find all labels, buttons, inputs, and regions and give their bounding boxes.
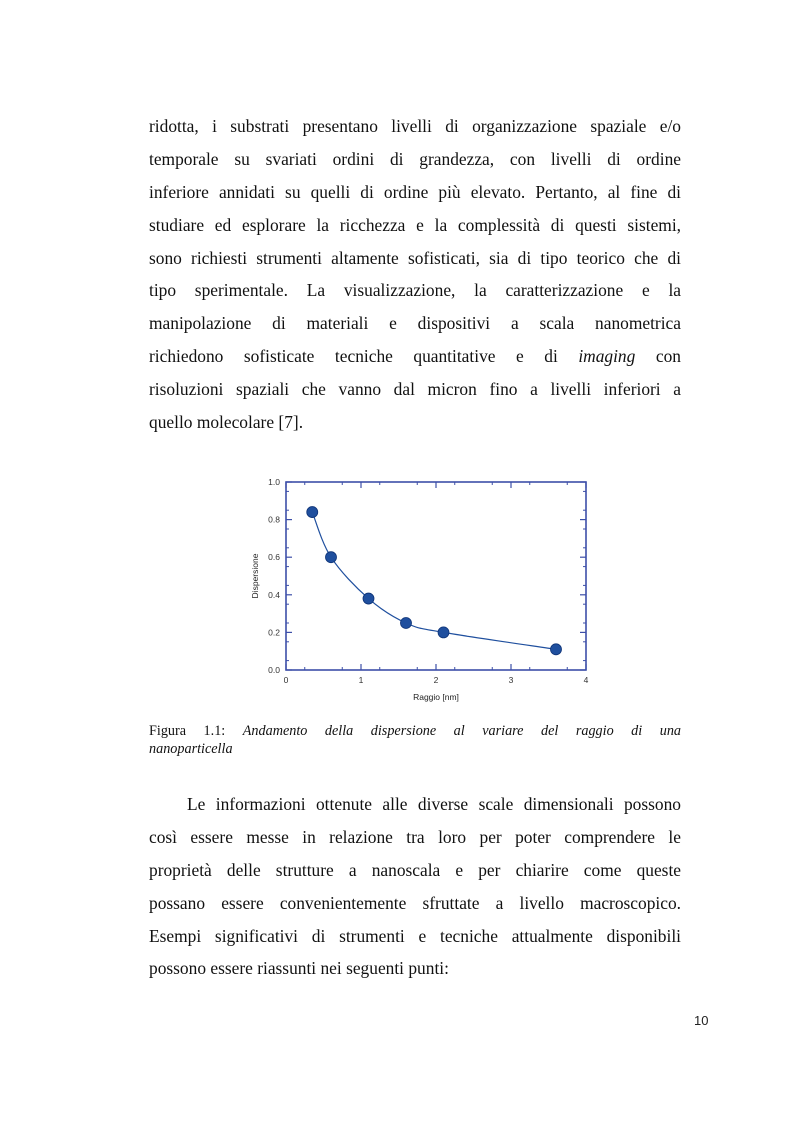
x-tick-label: 2: [433, 675, 439, 685]
data-point: [438, 627, 449, 638]
x-tick-label: 1: [358, 675, 364, 685]
text-line: sono richiesti strumenti altamente sofisticati, sia di tipo teorico che di: [149, 247, 681, 268]
text-line: Esempi significativi di strumenti e tecniche attualmente disponibili: [149, 925, 681, 946]
data-point: [326, 552, 337, 563]
y-tick-label: 1.0: [268, 477, 280, 487]
caption-text: nanoparticella: [149, 741, 233, 757]
text-line: possano essere convenientemente sfruttate a livello macroscopico.: [149, 892, 681, 913]
plot-frame: [286, 482, 586, 670]
y-axis-label: Dispersione: [250, 553, 260, 599]
data-point: [401, 618, 412, 629]
x-axis-label: Raggio [nm]: [413, 692, 459, 702]
x-tick-label: 0: [283, 675, 289, 685]
paragraph-2: [149, 788, 681, 985]
data-point: [363, 593, 374, 604]
text-line: così essere messe in relazione tra loro per poter comprendere le: [149, 826, 681, 847]
text-line: proprietà delle strutture a nanoscala e per chiarire come queste: [149, 859, 681, 880]
x-tick-label: 4: [583, 675, 589, 685]
fit-curve: [312, 512, 556, 649]
text-line: inferiore annidati su quelli di ordine più elevato. Pertanto, al fine di: [149, 181, 681, 202]
page-number: 10: [694, 1013, 709, 1028]
text-line: quello molecolare [7].: [149, 412, 304, 433]
text-segment: con: [655, 346, 681, 367]
text-line: temporale su svariati ordini di grandezza, con livelli di ordine: [149, 148, 681, 169]
y-tick-label: 0.4: [268, 589, 280, 600]
y-tick-label: 0.6: [268, 552, 280, 563]
data-point: [307, 507, 318, 518]
text-line: possono essere riassunti nei seguenti punti:: [149, 958, 449, 979]
text-line: ridotta, i substrati presentano livelli di organizzazione spaziale e/o: [149, 116, 681, 136]
text-segment: richiedono sofisticate tecniche quantitative e di: [149, 346, 558, 367]
caption-line: [149, 740, 681, 758]
figure-caption: [149, 722, 681, 758]
data-point: [551, 644, 562, 655]
caption-text: Andamento della dispersione al variare del raggio di una: [242, 723, 682, 739]
italic-term: imaging: [578, 346, 636, 367]
y-tick-label: 0.2: [268, 627, 280, 638]
caption-prefix: Figura 1.1:: [149, 723, 226, 739]
y-tick-label: 0.8: [268, 514, 280, 525]
text-line: studiare ed esplorare la ricchezza e la complessità di questi sistemi,: [149, 214, 681, 235]
text-line: manipolazione di materiali e dispositivi a scala nanometrica: [149, 313, 681, 334]
caption-line: [149, 722, 681, 740]
text-line: tipo sperimentale. La visualizzazione, la caratterizzazione e la: [149, 280, 681, 301]
figure-dispersion-chart: [240, 474, 600, 714]
paragraph-1: [149, 110, 681, 439]
y-tick-label: 0.0: [268, 665, 280, 675]
text-line: Le informazioni ottenute alle diverse scale dimensionali possono: [187, 794, 681, 814]
text-line: [149, 340, 681, 373]
dispersion-chart: [240, 474, 600, 714]
text-line: risoluzioni spaziali che vanno dal micron fino a livelli inferiori a: [149, 379, 681, 400]
x-tick-label: 3: [508, 675, 514, 685]
